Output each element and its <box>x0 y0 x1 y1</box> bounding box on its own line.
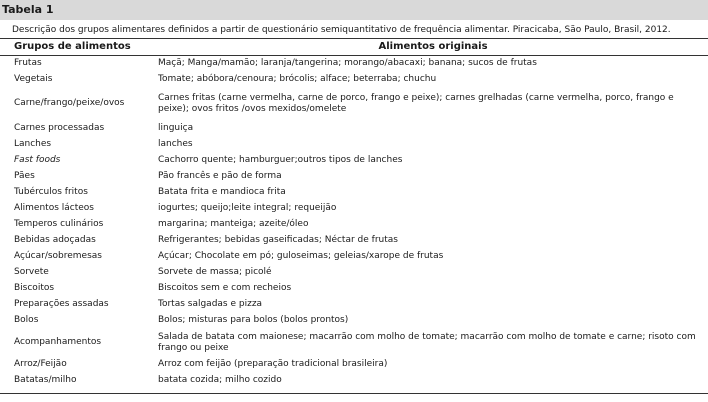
table-row <box>0 296 708 312</box>
foods-cell: Sorvete de massa; picolé <box>158 266 272 277</box>
group-cell: Carnes processadas <box>14 122 105 133</box>
table-label: Tabela 1 <box>0 0 708 20</box>
group-cell: Açúcar/sobremesas <box>14 250 102 261</box>
foods-cell: lanches <box>158 138 193 149</box>
group-cell: Batatas/milho <box>14 374 77 385</box>
foods-cell: Bolos; misturas para bolos (bolos prontos) <box>158 314 349 325</box>
foods-cell: linguiça <box>158 122 194 133</box>
table-row <box>0 216 708 232</box>
foods-cell: Cachorro quente; hamburguer;outros tipos de lanches <box>158 154 403 165</box>
foods-cell: Batata frita e mandioca frita <box>158 186 286 197</box>
table-row <box>0 200 708 216</box>
table-row <box>0 55 708 71</box>
foods-cell: Biscoitos sem e com recheios <box>158 282 292 293</box>
table-row <box>0 372 708 388</box>
table-row <box>0 136 708 152</box>
table-row <box>0 248 708 264</box>
group-cell: Carne/frango/peixe/ovos <box>14 98 125 108</box>
table-row <box>0 71 708 87</box>
table-body <box>0 55 708 388</box>
group-cell: Fast foods <box>14 154 61 165</box>
group-cell: Sorvete <box>14 266 49 277</box>
group-cell: Arroz/Feijão <box>14 359 67 369</box>
group-cell: Pães <box>14 170 35 181</box>
foods-cell: Salada de batata com maionese; macarrão com molho de tomate; macarrão com molho de tomate e carne; risoto com frango ou peixe <box>158 331 696 353</box>
table-caption: Descrição dos grupos alimentares definidos a partir de questionário semiquantitativo de frequência alimentar. Piracicaba, São Paulo, Brasil, 2012. <box>12 25 671 35</box>
table-row <box>0 357 708 372</box>
foods-cell: batata cozida; milho cozido <box>158 374 282 385</box>
header-foods: Alimentos originais <box>378 41 488 52</box>
group-cell: Acompanhamentos <box>14 337 102 347</box>
foods-cell: Pão francês e pão de forma <box>158 170 282 181</box>
header-group: Grupos de alimentos <box>14 41 131 52</box>
group-cell: Frutas <box>14 57 42 68</box>
table-row <box>0 280 708 296</box>
foods-cell: Refrigerantes; bebidas gaseificadas; Néctar de frutas <box>158 234 398 245</box>
table-row <box>0 152 708 168</box>
foods-cell: Arroz com feijão (preparação tradicional brasileira) <box>158 359 388 369</box>
group-cell: Lanches <box>14 138 52 149</box>
table-row <box>0 312 708 328</box>
table-row <box>0 87 708 120</box>
table-row <box>0 232 708 248</box>
foods-cell: Maçã; Manga/mamão; laranja/tangerina; morango/abacaxi; banana; sucos de frutas <box>158 57 537 68</box>
bottom-rule <box>0 393 708 394</box>
foods-cell: Carnes fritas (carne vermelha, carne de porco, frango e peixe); carnes grelhadas (carne vermelha, porco, frango e peixe); ovos fritos /ovos mexidos/omelete <box>158 92 674 114</box>
group-cell: Vegetais <box>14 73 53 84</box>
foods-cell: Tortas salgadas e pizza <box>158 298 263 309</box>
group-cell: Tubérculos fritos <box>14 186 88 197</box>
foods-cell: Açúcar; Chocolate em pó; guloseimas; geleias/xarope de frutas <box>158 250 444 261</box>
foods-cell: Tomate; abóbora/cenoura; brócolis; alface; beterraba; chuchu <box>158 73 437 84</box>
group-cell: Alimentos lácteos <box>14 202 94 213</box>
table-row <box>0 184 708 200</box>
table-row <box>0 120 708 136</box>
table-row <box>0 264 708 280</box>
group-cell: Bebidas adoçadas <box>14 234 96 245</box>
table-row <box>0 168 708 184</box>
table-row <box>0 328 708 357</box>
group-cell: Preparações assadas <box>14 298 109 309</box>
group-cell: Bolos <box>14 314 39 325</box>
foods-cell: margarina; manteiga; azeite/óleo <box>158 218 309 229</box>
group-cell: Temperos culinários <box>14 218 104 229</box>
foods-cell: iogurtes; queijo;leite integral; requeijão <box>158 202 337 213</box>
group-cell: Biscoitos <box>14 282 55 293</box>
